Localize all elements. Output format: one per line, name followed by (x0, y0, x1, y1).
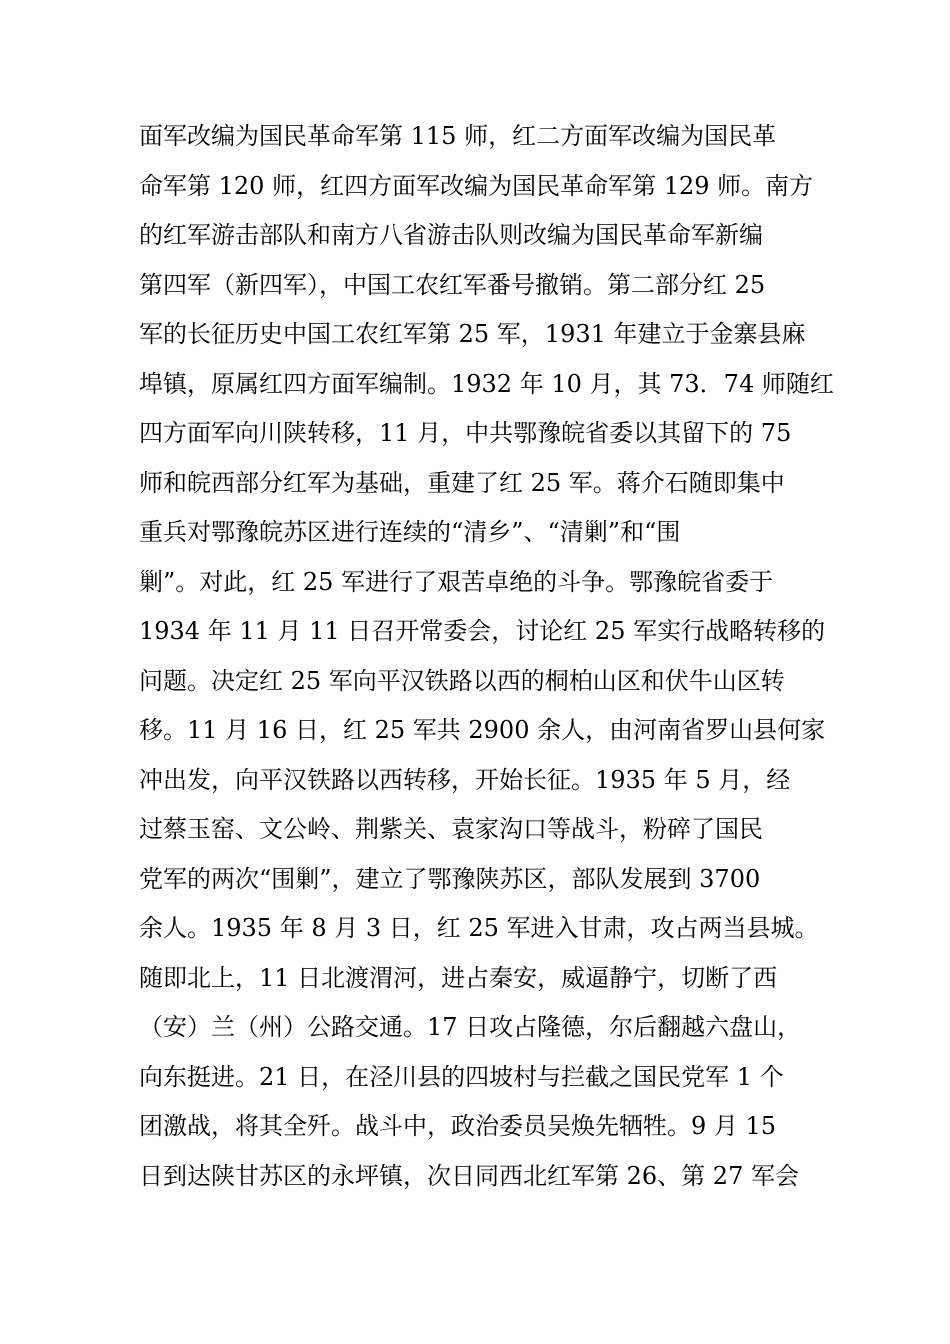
text-line-9: 重兵对鄂豫皖苏区进行连续的“清乡”、“清剿”和“围 (139, 518, 681, 546)
text-line-22: 日到达陕甘苏区的永坪镇，次日同西北红军第 26、第 27 军会 (139, 1161, 799, 1190)
text-line-5: 军的长征历史中国工农红军第 25 军，1931 年建立于金寨县麻 (139, 320, 806, 348)
text-line-14: 冲出发，向平汉铁路以西转移，开始长征。1935 年 5 月，经 (139, 765, 791, 794)
text-line-2: 命军第 120 师，红四方面军改编为国民革命军第 129 师。南方 (139, 171, 814, 200)
text-line-11: 1934 年 11 月 11 日召开常委会，讨论红 25 军实行战略转移的 (139, 617, 826, 645)
text-line-20: 向东挺进。21 日，在泾川县的四坡村与拦截之国民党军 1 个 (139, 1062, 784, 1091)
text-line-6: 埠镇，原属红四方面军编制。1932 年 10 月，其 73．74 师随红 (139, 369, 834, 398)
text-line-8: 师和皖西部分红军为基础，重建了红 25 军。蒋介石随即集中 (139, 468, 785, 497)
text-line-18: 随即北上，11 日北渡渭河，进占秦安，威逼静宁，切断了西 (139, 963, 778, 992)
body-text (139, 112, 839, 1201)
text-line-10: 剿”。对此，红 25 军进行了艰苦卓绝的斗争。鄂豫皖省委于 (139, 567, 774, 596)
text-line-3: 的红军游击部队和南方八省游击队则改编为国民革命军新编 (139, 221, 763, 249)
text-line-7: 四方面军向川陕转移，11 月，中共鄂豫皖省委以其留下的 75 (139, 419, 792, 447)
text-line-12: 问题。决定红 25 军向平汉铁路以西的桐柏山区和伏牛山区转 (139, 666, 785, 695)
text-line-21: 团激战，将其全歼。战斗中，政治委员吴焕先牺牲。9 月 15 (139, 1112, 777, 1140)
text-line-16: 党军的两次“围剿”，建立了鄂豫陕苏区，部队发展到 3700 (139, 864, 761, 893)
text-line-13: 移。11 月 16 日，红 25 军共 2900 余人，由河南省罗山县何家 (139, 716, 826, 744)
text-line-19: （安）兰（州）公路交通。17 日攻占隆德，尔后翻越六盘山， (139, 1013, 802, 1041)
text-line-15: 过蔡玉窑、文公岭、荆紫关、袁家沟口等战斗，粉碎了国民 (139, 815, 763, 843)
text-line-17: 余人。1935 年 8 月 3 日，红 25 军进入甘肃，攻占两当县城。 (139, 914, 819, 942)
text-line-1: 面军改编为国民革命军第 115 师，红二方面军改编为国民革 (139, 122, 777, 150)
text-line-4: 第四军（新四军），中国工农红军番号撤销。第二部分红 25 (139, 270, 766, 299)
